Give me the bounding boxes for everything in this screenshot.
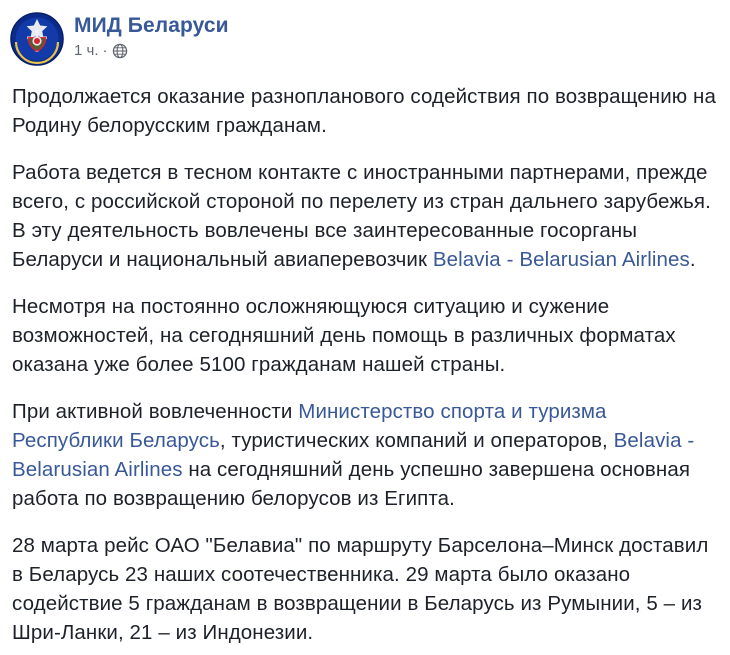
post-timestamp[interactable]: 1 ч.: [74, 42, 99, 59]
post-text-run: При активной вовлеченности: [12, 400, 299, 423]
post-mention-link[interactable]: Министерство спорта и туризма Республики Беларусь: [12, 400, 607, 452]
post-paragraph: [12, 397, 718, 513]
post-mention-link[interactable]: Belavia - Belarusian Airlines: [432, 248, 690, 271]
post-text-run: Несмотря на постоянно осложняющуюся ситуацию и сужение возможностей, на сегодняшний день помощь в различных форматах оказана уже более 5100 гражданам нашей страны.: [12, 295, 676, 376]
post-header-text: [74, 12, 229, 60]
post-text-run: Продолжается оказание разнопланового содействия по возвращению на Родину белорусским гражданам.: [12, 85, 716, 137]
post-text-run: , туристических компаний и операторов,: [219, 429, 614, 452]
post-meta: [74, 42, 229, 60]
post-header: [10, 10, 720, 70]
post-text-run: на сегодняшний день успешно завершена основная работа по возвращению белорусов из Египта.: [12, 458, 691, 510]
organization-emblem-avatar-icon: [10, 12, 64, 66]
post-text-run: Работа ведется в тесном контакте с иностранными партнерами, прежде всего, с российской стороной по перелету из стран дальнего зарубежья. В эту деятельность вовлечены все заинтересованные госорганы Беларуси и национальный авиаперевозчик: [12, 161, 711, 271]
post-paragraph: [12, 158, 718, 274]
post-text-run: 28 марта рейс ОАО "Белавиа" по маршруту Барселона–Минск доставил в Беларусь 23 наших соотечественника. 29 марта было оказано содействие 5 гражданам в возвращении в Беларусь из Румынии, 5 – из Шри-Ланки, 21 – из Индонезии.: [12, 534, 709, 644]
post-message-body: [10, 70, 720, 647]
page-name-link[interactable]: МИД Беларуси: [74, 14, 229, 37]
globe-icon[interactable]: [112, 43, 128, 59]
avatar[interactable]: [10, 12, 64, 66]
post-mention-link[interactable]: Belavia - Belarusian Airlines: [12, 429, 695, 481]
post-paragraph: [12, 292, 718, 379]
post-paragraph: [12, 531, 718, 647]
post-paragraph: [12, 82, 718, 140]
post-text-run: .: [689, 248, 696, 271]
meta-separator: ·: [102, 42, 108, 59]
